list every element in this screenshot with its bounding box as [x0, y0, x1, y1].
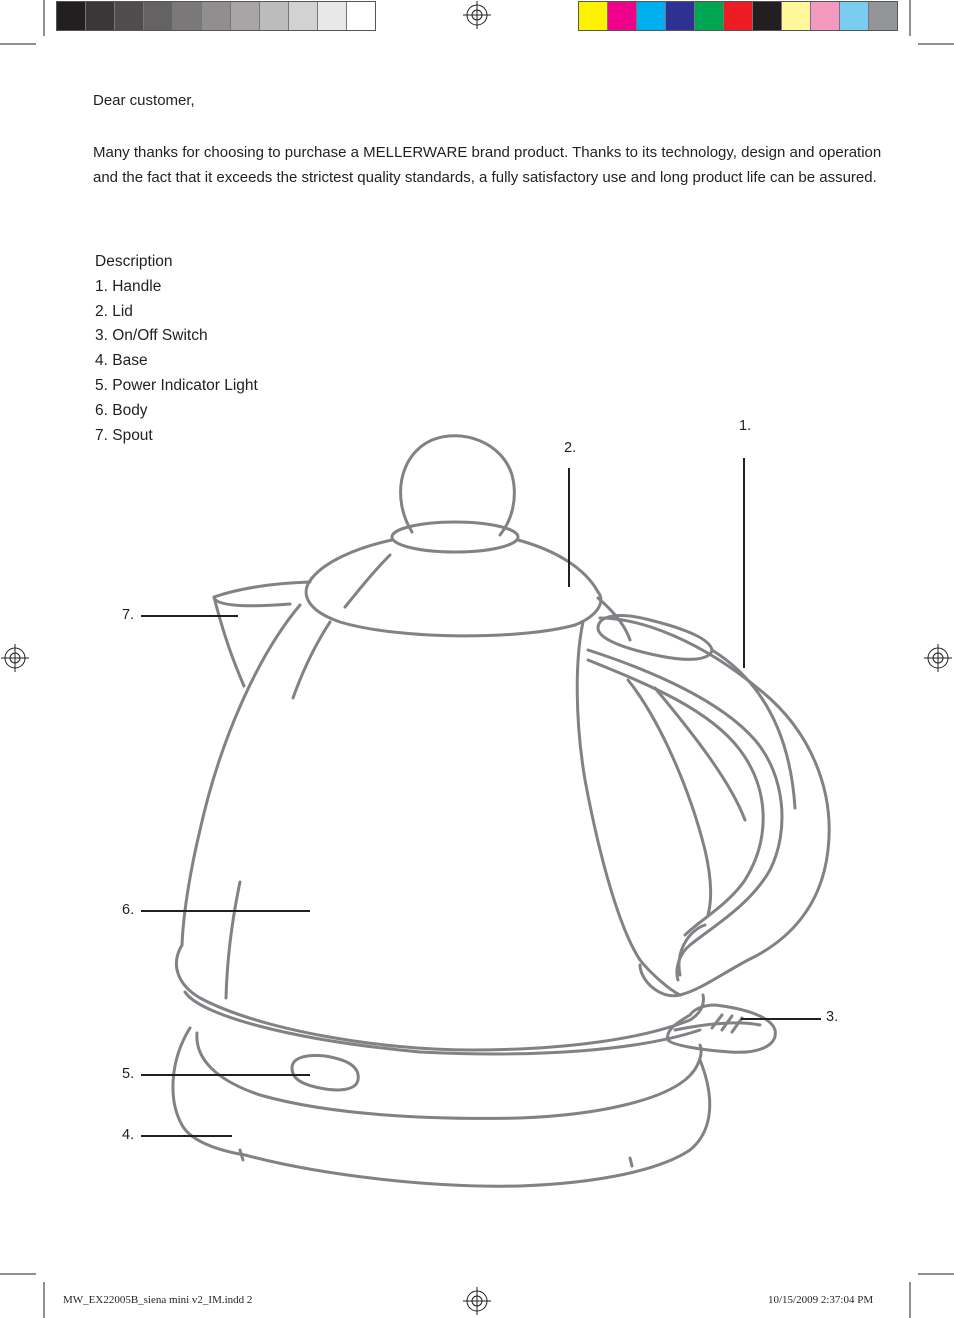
part-item-handle: 1. Handle [95, 277, 162, 295]
spout [214, 582, 310, 686]
registration-mark-left [1, 644, 29, 672]
callout-2-lid: 2. [564, 440, 577, 456]
greeting: Dear customer, [93, 92, 195, 109]
leader-lines [141, 458, 821, 1136]
handle-slot-2 [655, 688, 745, 820]
body-rim [176, 945, 703, 1050]
callout-7-spout: 7. [122, 607, 135, 623]
callout-5-power-light: 5. [122, 1066, 135, 1082]
callout-4-base: 4. [122, 1127, 135, 1143]
part-item-body: 6. Body [95, 401, 148, 419]
handle-tail [712, 650, 795, 808]
spout-lip [214, 597, 290, 606]
footer-timestamp: 10/15/2009 2:37:04 PM [768, 1294, 874, 1306]
lid-rim [306, 578, 601, 636]
power-indicator-light [292, 1056, 358, 1090]
registration-mark-bottom [463, 1287, 491, 1315]
handle-inner-2 [588, 660, 763, 935]
body-left [182, 605, 300, 945]
switch-lever [675, 1023, 760, 1030]
part-item-base: 4. Base [95, 352, 148, 370]
intro-paragraph: Many thanks for choosing to purchase a MELLERWARE brand product. Thanks to its technology, design and operation and the fact that it exceeds the strictest quality standards, a fully satisfactory use and long product life can be assured. [93, 144, 882, 186]
callout-1-handle: 1. [739, 418, 752, 434]
lid [312, 540, 598, 592]
callout-3-switch: 3. [826, 1009, 839, 1025]
knob-collar [392, 522, 518, 552]
registration-mark-right [924, 644, 952, 672]
part-item-switch: 3. On/Off Switch [95, 327, 208, 345]
part-item-spout: 7. Spout [95, 426, 153, 444]
description-heading: Description [95, 253, 173, 270]
switch-ridges [712, 1015, 742, 1032]
body-front-highlight [293, 622, 330, 698]
lid-highlight [345, 555, 390, 607]
lid-knob [401, 436, 515, 535]
footer-filename: MW_EX22005B_siena mini v2_IM.indd 2 [63, 1294, 253, 1306]
base-feet [240, 1150, 632, 1166]
handle-slot [628, 680, 711, 915]
handle-top-grip [598, 616, 712, 660]
part-item-lid: 2. Lid [95, 302, 133, 320]
registration-mark-top [463, 1, 491, 29]
part-item-indicator: 5. Power Indicator Light [95, 376, 258, 394]
body-reflection [226, 882, 240, 998]
callout-6-body: 6. [122, 902, 135, 918]
handle-inner [588, 650, 782, 980]
handle-bottom-curl [679, 925, 705, 975]
